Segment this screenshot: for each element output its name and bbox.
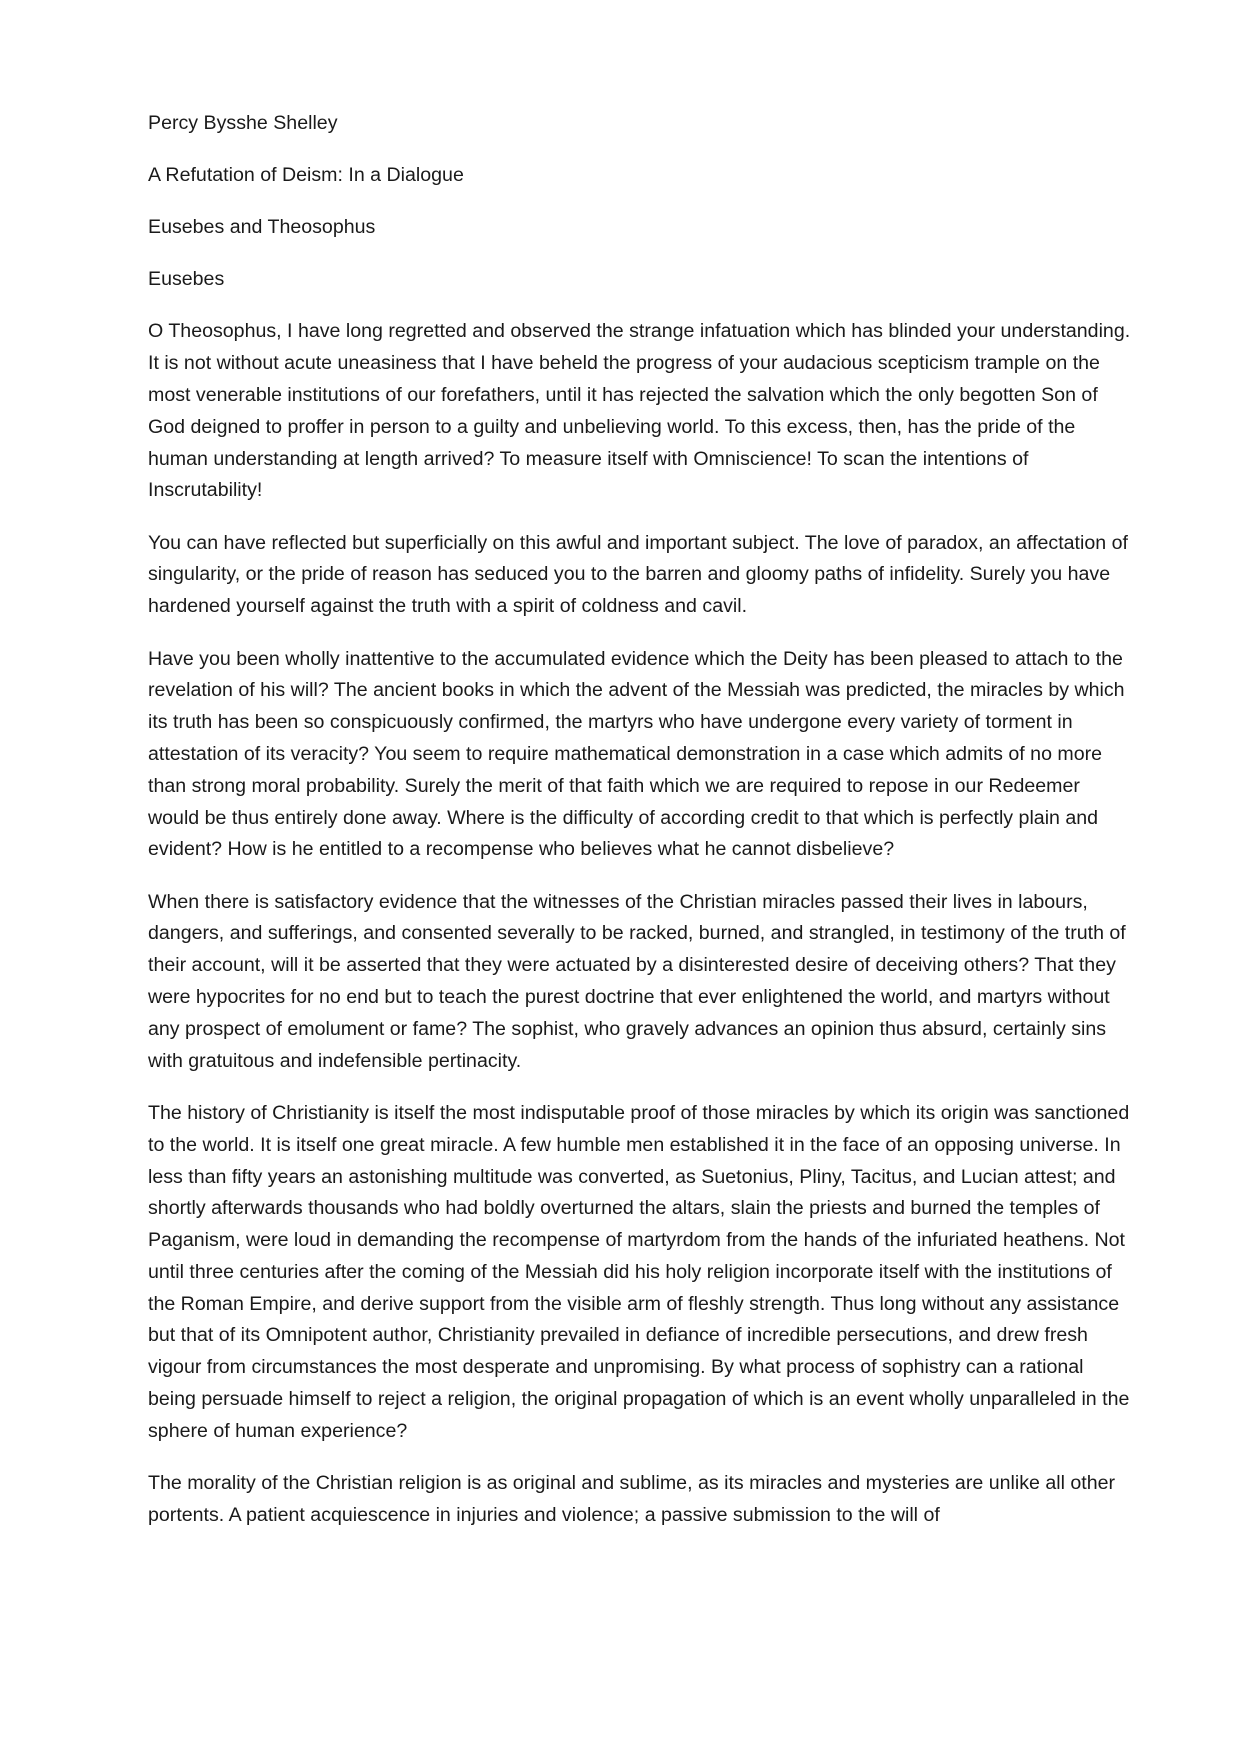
document-title: A Refutation of Deism: In a Dialogue bbox=[148, 164, 464, 187]
paragraph: O Theosophus, I have long regretted and observed the strange infatuation which has blinded your understanding. It is not without acute uneasiness that I have beheld the progress of your audacious scepticism trample on the most venerable institutions of our forefathers, until it has rejected the salvation which the only begotten Son of God deigned to proffer in person to a guilty and unbelieving world. To this excess, then, has the pride of the human understanding at length arrived? To measure itself with Omniscience! To scan the intentions of Inscrutability! bbox=[148, 320, 1131, 502]
speaker-name: Eusebes bbox=[148, 268, 225, 291]
dialogue-participants: Eusebes and Theosophus bbox=[148, 216, 376, 239]
paragraph: When there is satisfactory evidence that the witnesses of the Christian miracles passed their lives in labours, dangers, and sufferings, and consented severally to be racked, burned, and strangled, in testimony of the truth of their account, will it be asserted that they were actuated by a disinterested desire of deceiving others? That they were hypocrites for no end but to teach the purest doctrine that ever enlightened the world, and martyrs without any prospect of emolument or fame? The sophist, who gravely advances an opinion thus absurd, certainly sins with gratuitous and indefensible pertinacity. bbox=[148, 890, 1126, 1072]
paragraph: The morality of the Christian religion is as original and sublime, as its miracles and mysteries are unlike all other portents. A patient acquiescence in injuries and violence; a passive submission to the will of bbox=[148, 1472, 1116, 1526]
paragraph: You can have reflected but superficially on this awful and important subject. The love of paradox, an affectation of singularity, or the pride of reason has seduced you to the barren and gloomy paths of infidelity. Surely you have hardened yourself against the truth with a spirit of coldness and cavil. bbox=[148, 531, 1128, 618]
author-line: Percy Bysshe Shelley bbox=[148, 112, 338, 134]
document-body bbox=[148, 108, 1134, 1552]
paragraph: The history of Christianity is itself the most indisputable proof of those miracles by which its origin was sanctioned to the world. It is itself one great miracle. A few humble men established it in the face of an opposing universe. In less than fifty years an astonishing multitude was converted, as Suetonius, Pliny, Tacitus, and Lucian attest; and shortly afterwards thousands who had boldly overturned the altars, slain the priests and burned the temples of Paganism, were loud in demanding the recompense of martyrdom from the hands of the infuriated heathens. Not until three centuries after the coming of the Messiah did his holy religion incorporate itself with the institutions of the Roman Empire, and derive support from the visible arm of fleshly strength. Thus long without any assistance but that of its Omnipotent author, Christianity prevailed in defiance of incredible persecutions, and drew fresh vigour from circumstances the most desperate and unpromising. By what process of sophistry can a rational being persuade himself to reject a religion, the original propagation of which is an event wholly unparalleled in the sphere of human experience? bbox=[148, 1101, 1130, 1442]
paragraph: Have you been wholly inattentive to the accumulated evidence which the Deity has been pleased to attach to the revelation of his will? The ancient books in which the advent of the Messiah was predicted, the miracles by which its truth has been so conspicuously confirmed, the martyrs who have undergone every variety of torment in attestation of its veracity? You seem to require mathematical demonstration in a case which admits of no more than strong moral probability. Surely the merit of that faith which we are required to repose in our Redeemer would be thus entirely done away. Where is the difficulty of according credit to that which is perfectly plain and evident? How is he entitled to a recompense who believes what he cannot disbelieve? bbox=[148, 647, 1125, 861]
